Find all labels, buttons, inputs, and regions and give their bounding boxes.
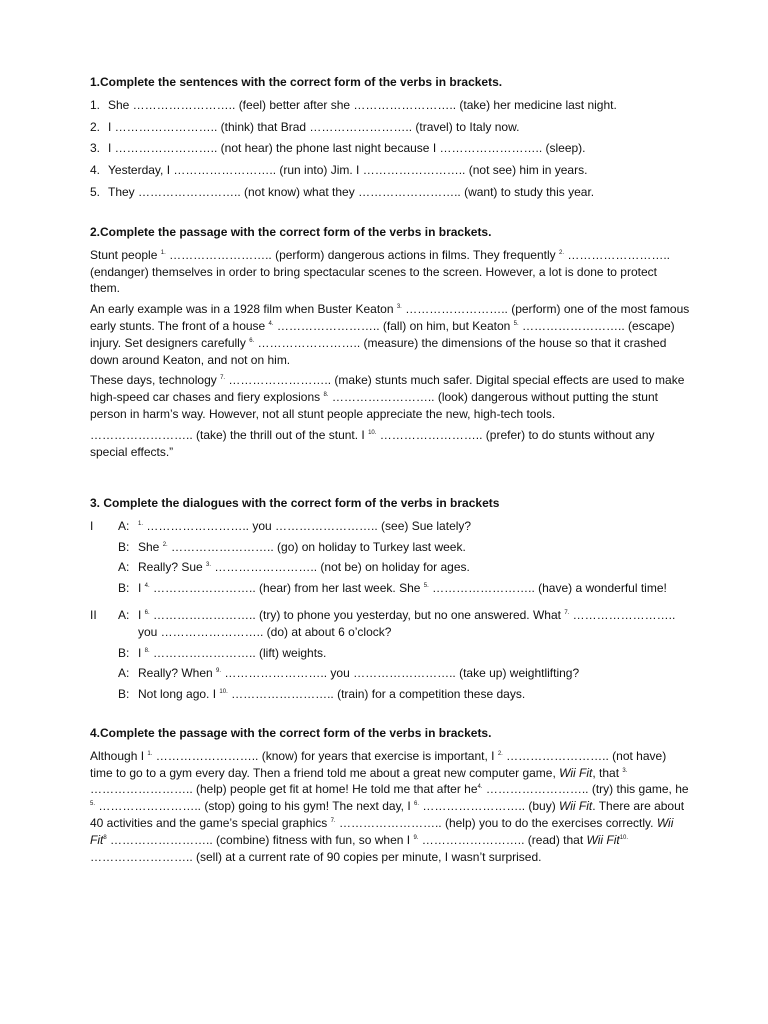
passage-text: …………………….. (know) for years that exercise is important, I [152, 748, 498, 763]
passage-text: These days, technology [90, 373, 221, 388]
dialogue-line [118, 645, 690, 662]
passage-text: …………………….. (train) for a competition these days. [227, 687, 526, 702]
passage-text: …………………….. (escape) injury. Set designers carefully [90, 318, 675, 350]
speaker-label: B: [118, 539, 130, 554]
passage-text: …………………….. (read) that [418, 832, 587, 847]
passage-paragraph-3 [90, 372, 690, 422]
list-item: 1. She …………………….. (feel) better after she …………………….. (take) her medicine last night. [90, 97, 617, 112]
dialogue-line [118, 559, 690, 576]
question-number: 4. [268, 320, 274, 327]
dialogue-label: II [90, 607, 97, 622]
italic-text: Wii Fit [559, 765, 593, 780]
dialogue-text [138, 581, 667, 595]
dialogue-line [118, 607, 690, 641]
question-number: 9. [413, 834, 419, 841]
passage-text: Not long ago. I [138, 687, 220, 702]
passage-text: I [138, 581, 145, 596]
question-number: 9. [216, 668, 222, 675]
speaker-label: A: [118, 607, 130, 622]
dialogue-text [138, 519, 471, 533]
dialogue-line [118, 580, 690, 597]
passage-text: …………………….. (perform) dangerous actions in films. They frequently [165, 247, 559, 262]
question-number: 10. [619, 834, 629, 841]
list-item: 3. I …………………….. (not hear) the phone last night because I …………………….. (sleep). [90, 141, 586, 156]
question-number: 4. [144, 583, 150, 590]
question-number: 1. [147, 750, 153, 757]
dialogue-text [138, 687, 525, 701]
dialogue-text [138, 540, 466, 554]
exercise-3-heading: 3. Complete the dialogues with the correct form of the verbs in brackets [90, 496, 500, 510]
italic-text: Wii Fit [90, 815, 674, 847]
passage-text: …………………….. (sell) at a current rate of 90 copies per minute, I wasn’t surprised. [90, 849, 542, 864]
question-number: 7. [564, 609, 570, 616]
passage-text: …………………….. (have) a wonderful time! [428, 581, 667, 596]
speaker-label: B: [118, 687, 130, 702]
question-number: 7. [220, 375, 226, 382]
speaker-label: B: [118, 645, 130, 660]
passage-paragraph-4 [90, 427, 690, 461]
dialogue-group [90, 607, 690, 703]
passage-paragraph [90, 748, 690, 866]
passage-text: …………………….. you …………………….. (see) Sue lately? [143, 518, 472, 533]
exercise-3 [90, 495, 690, 707]
speaker-label: A: [118, 666, 130, 681]
passage-text: …………………….. (hear) from her last week. She [149, 581, 424, 596]
passage-text: …………………….. (perform) one of the most famous early stunts. The front of a house [90, 302, 690, 333]
passage-text: …………………….. (fall) on him, but Keaton [273, 318, 514, 333]
exercise-1-list [90, 97, 690, 201]
passage-text: . There are about 40 activities and the game’s special graphics [90, 799, 685, 830]
question-number: 8. [144, 647, 150, 654]
passage-text: …………………….. (try) this game, he [482, 782, 689, 797]
passage-text: She [138, 539, 163, 554]
dialogue-text [138, 608, 675, 622]
passage-text: Stunt people [90, 247, 161, 262]
question-number: 3. [396, 304, 402, 311]
exercise-2-heading: 2.Complete the passage with the correct form of the verbs in brackets. [90, 225, 492, 239]
dialogue-line [118, 539, 690, 556]
speaker-label: A: [118, 560, 130, 575]
question-number: 5. [513, 320, 519, 327]
question-number: 10. [368, 429, 377, 436]
italic-text: Wii Fit [559, 799, 593, 814]
passage-text: …………………….. (endanger) themselves in order to bring spectacular scenes to the screen. However, a lot is done to protect them. [90, 247, 671, 296]
question-number: 1. [160, 249, 166, 256]
passage-text: …………………….. (try) to phone you yesterday, but no one answered. What [149, 607, 565, 622]
question-number: 2. [497, 750, 503, 757]
question-number: 2. [559, 249, 565, 256]
exercise-4 [90, 725, 690, 869]
question-number: 5. [423, 583, 429, 590]
question-number: 4. [477, 784, 483, 791]
dialogue-line [118, 518, 690, 535]
passage-text: Really? When [138, 666, 217, 681]
passage-text: …………………….. (measure) the dimensions of the house so that it crashed down around Keaton, and not on him. [90, 335, 667, 367]
passage-text: I [138, 645, 145, 660]
passage-text: …………………….. (take) the thrill out of the stunt. I [90, 427, 369, 442]
dialogue-text [138, 560, 470, 574]
passage-text: Although I [90, 748, 148, 763]
passage-paragraph-2 [90, 301, 690, 368]
dialogues [90, 518, 690, 703]
passage-text: …………………….. (not be) on holiday for ages. [211, 560, 470, 575]
dialogue-line [118, 686, 690, 703]
speaker-label: A: [118, 518, 130, 533]
passage-text: …………………….. [569, 607, 676, 622]
passage-text: Really? Sue [138, 560, 207, 575]
question-number: 2. [162, 541, 168, 548]
list-item: 4. Yesterday, I …………………….. (run into) Jim. I …………………….. (not see) him in years. [90, 163, 588, 178]
question-number: 8. [323, 392, 329, 399]
dialogue-continuation: you …………………….. (do) at about 6 o’clock? [138, 624, 392, 639]
exercise-2 [90, 224, 690, 464]
passage-text: …………………….. (make) stunts much safer. Digital special effects are used to make high-speed car chases and fiery explosions [90, 373, 685, 405]
list-item: 5. They …………………….. (not know) what they …………………….. (want) to study this year. [90, 184, 595, 199]
list-item: 2. I …………………….. (think) that Brad …………………….. (travel) to Italy now. [90, 119, 520, 134]
question-number: 5. [90, 801, 96, 808]
passage-text: …………………….. (lift) weights. [149, 645, 327, 660]
exercise-1 [90, 74, 690, 206]
exercise-1-heading: 1.Complete the sentences with the correct form of the verbs in brackets. [90, 75, 503, 89]
passage-text: …………………….. you …………………….. (take up) weightlifting? [221, 666, 580, 681]
question-number: 7. [330, 817, 336, 824]
speaker-label: B: [118, 581, 130, 596]
dialogue-line [118, 665, 690, 682]
dialogue-text [138, 646, 326, 660]
passage-text: …………………….. (help) you to do the exercises correctly. [335, 815, 657, 830]
passage-text: , that [592, 765, 623, 780]
question-number: 6. [144, 609, 150, 616]
passage-text: I [138, 607, 145, 622]
dialogue-group [90, 518, 690, 597]
question-number: 6. [249, 337, 255, 344]
passage-text: …………………….. (prefer) to do stunts without any special effects.” [90, 427, 655, 459]
passage-paragraph-1 [90, 247, 690, 297]
question-number: 10. [219, 689, 228, 696]
passage-text: …………………….. (help) people get fit at home! He told me that after he [90, 782, 478, 797]
dialogue-label: I [90, 518, 94, 533]
passage-text: …………………….. (look) dangerous without putting the stunt person in harm’s way. However, not all stunt people appreciate the new, high-tech tools. [90, 390, 658, 421]
italic-text: Wii Fit [586, 832, 620, 847]
passage-text: …………………….. (combine) fitness with fun, so when I [106, 832, 414, 847]
question-number: 3. [206, 562, 212, 569]
question-number: 6. [414, 801, 420, 808]
passage-text: An early example was in a 1928 film when Buster Keaton [90, 302, 397, 317]
passage-text: …………………….. (stop) going to his gym! The next day, I [95, 799, 415, 814]
question-number: 1. [138, 520, 144, 527]
passage-text: …………………….. (go) on holiday to Turkey last week. [167, 539, 466, 554]
passage-text: …………………….. (buy) [419, 799, 560, 814]
question-number: 8 [103, 834, 107, 841]
question-number: 3. [622, 767, 628, 774]
dialogue-text [138, 666, 579, 680]
passage-text: …………………….. (not have) time to go to a gym every day. Then a friend told me about a great new computer game, [90, 748, 667, 780]
exercise-4-heading: 4.Complete the passage with the correct form of the verbs in brackets. [90, 726, 492, 740]
